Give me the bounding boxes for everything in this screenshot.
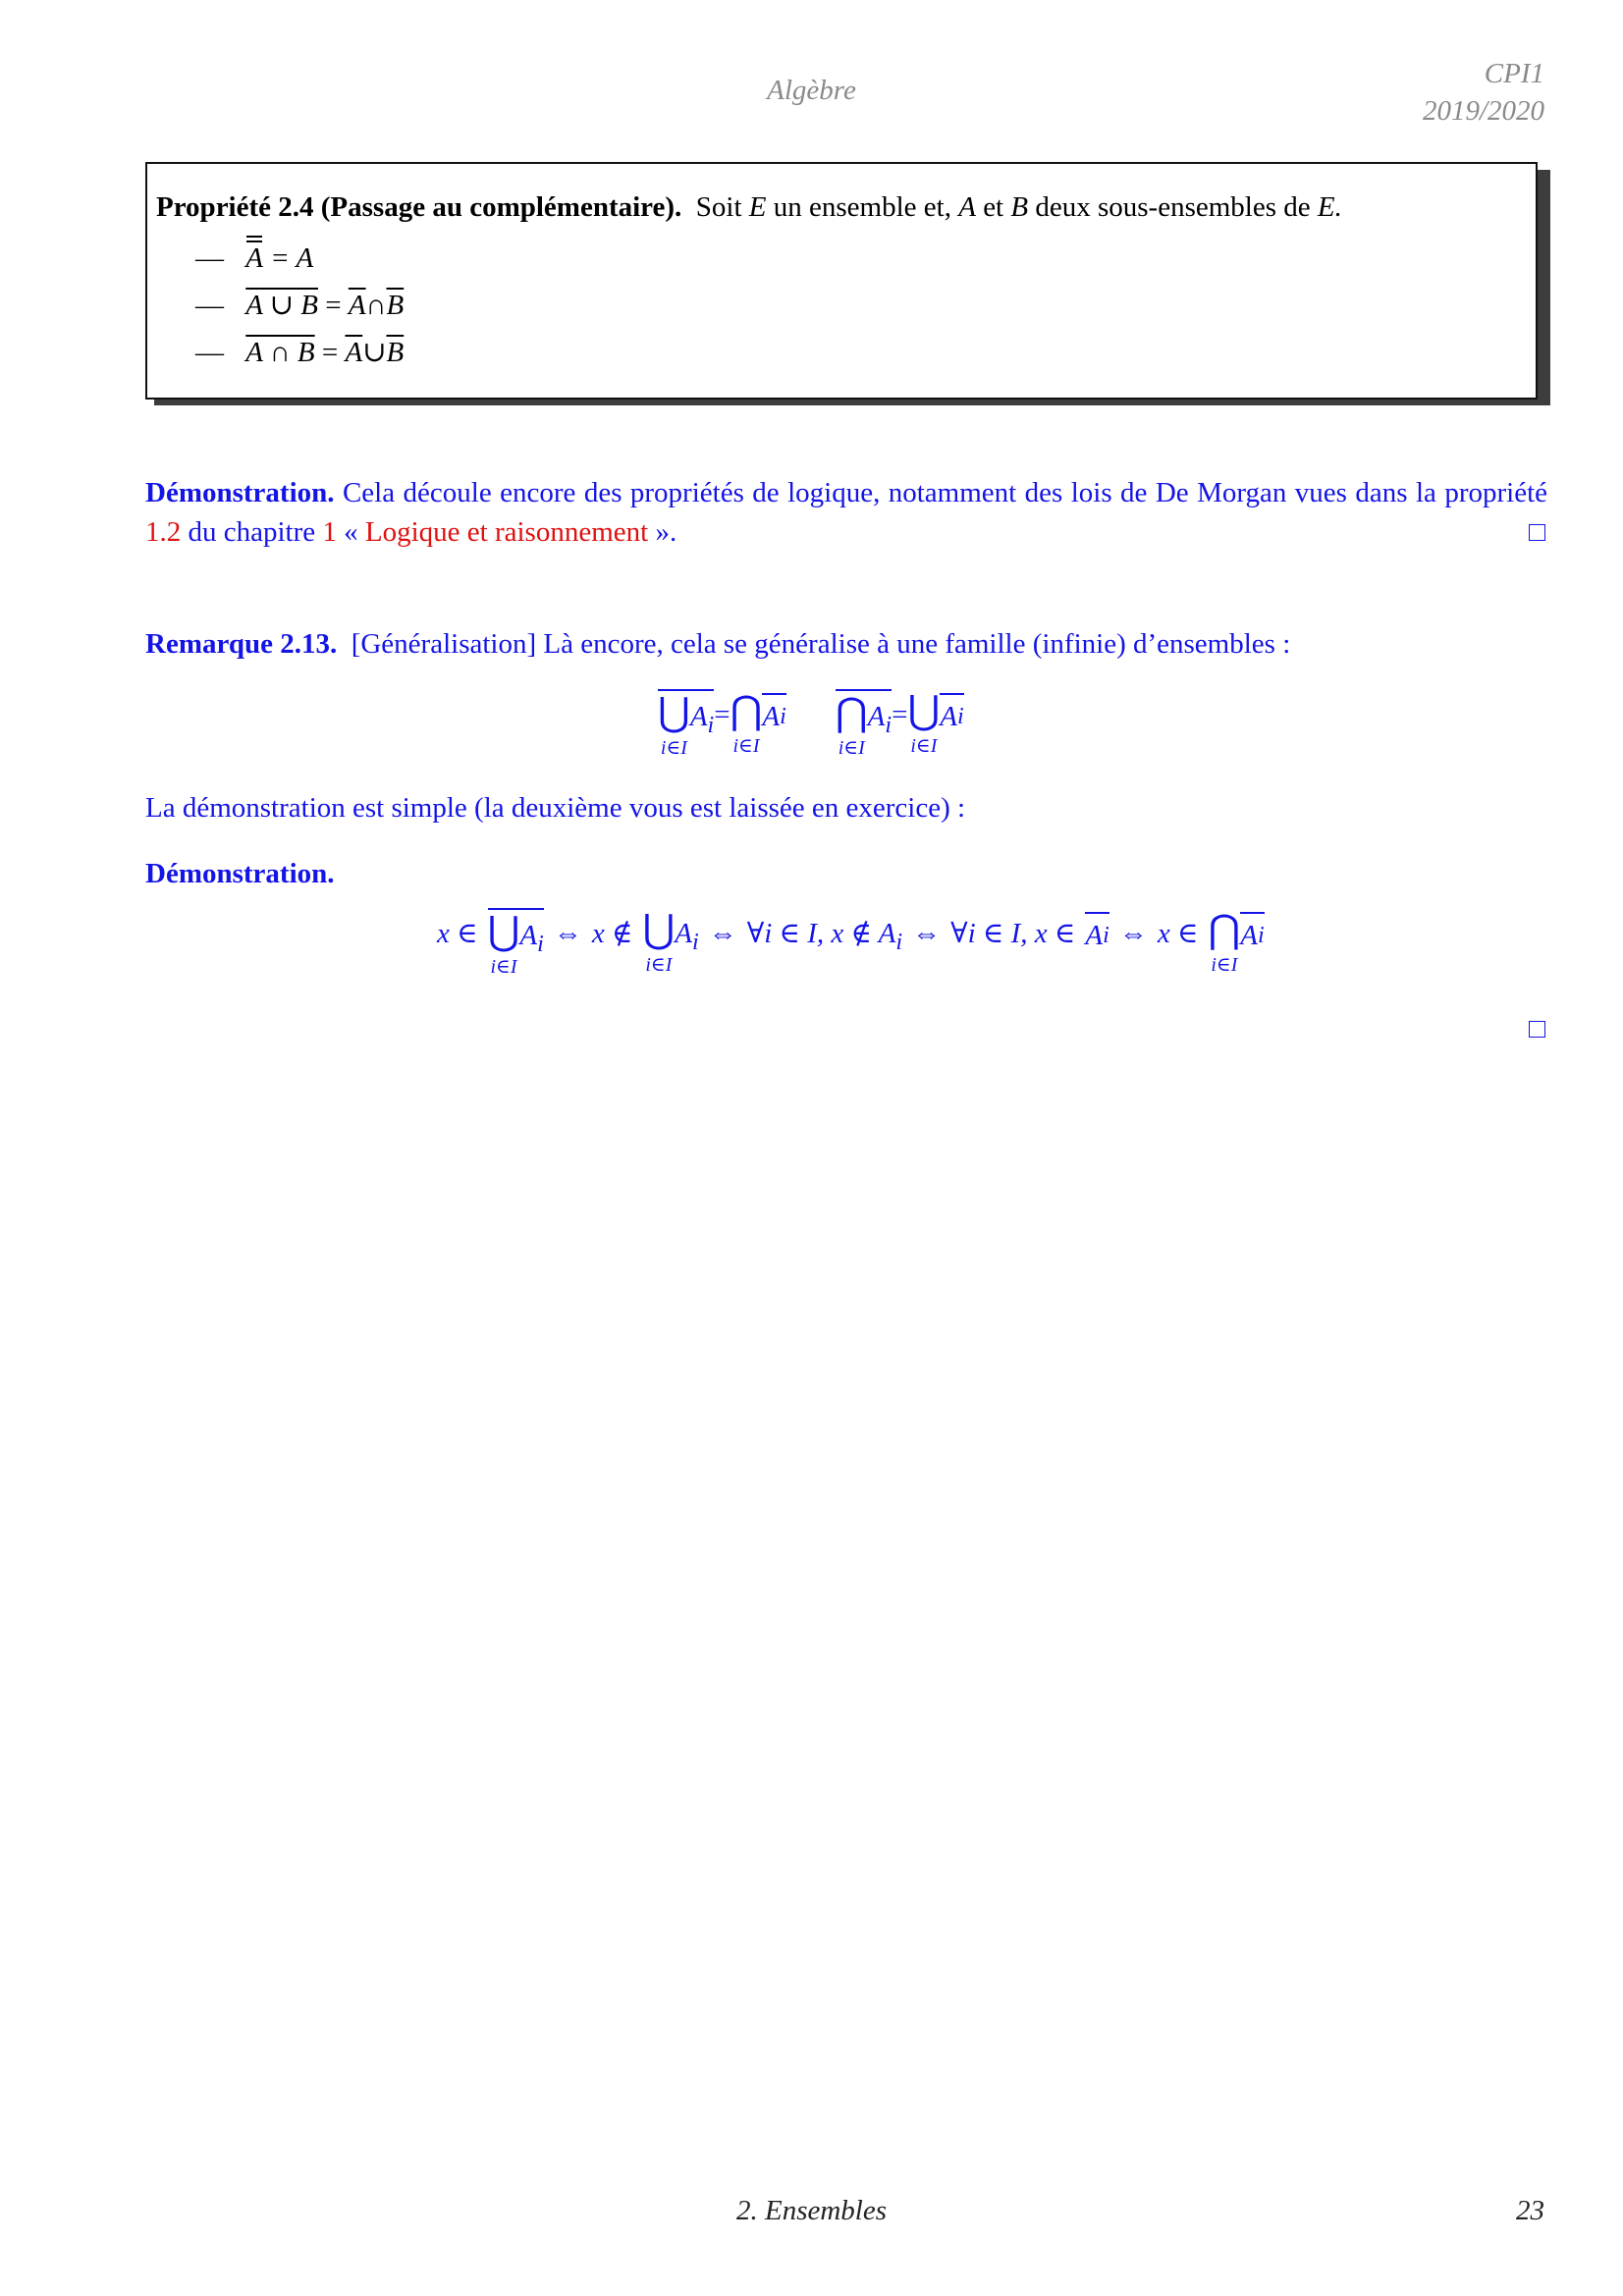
math-var: B <box>1010 191 1029 223</box>
demonstration-title: Démonstration. <box>145 858 335 889</box>
iff-symbol: ⇔ <box>708 918 737 949</box>
dash: — <box>195 337 224 368</box>
math-var: E. <box>1317 191 1342 223</box>
property-box <box>145 162 1538 400</box>
union-operator: ⋃ i∈I <box>658 690 690 759</box>
demonstration-2 <box>145 854 335 893</box>
list-item <box>156 329 1536 376</box>
demonstration-title: Démonstration. <box>145 477 335 508</box>
header-info <box>1423 55 1544 130</box>
math-expr: $\overline{B}$ <box>386 290 405 321</box>
math-var: E <box>748 191 767 223</box>
header-year: 2019/2020 <box>1422 95 1544 127</box>
math-expr: A ∩ B <box>245 337 315 368</box>
qed-square-icon <box>1529 524 1545 541</box>
union-operator: ⋃ i∈I <box>642 907 676 976</box>
intersection-operator: ⋂ i∈I <box>730 688 763 757</box>
chapter-title-link[interactable]: Logique et raisonnement <box>364 516 649 548</box>
proof-formula: x ∈ ⋃ i∈I $A_i$ ⇔ x ∉ ⋃ i∈I $A_i$ ⇔ ∀i ∈ I, x ∉ $A_i$ ⇔ ∀i ∈ I, x ∈ A i ⇔ x ∈ ⋂ i∈I A i <box>437 907 1265 978</box>
remark-text: [Généralisation] Là encore, cela se généralise à une famille (infinie) d’ensembles : <box>351 628 1291 660</box>
intersection-operator: ⋂ i∈I <box>1208 907 1241 976</box>
quote-mark: « <box>344 516 358 548</box>
quote-mark: ». <box>655 516 677 548</box>
intersection-operator: ⋂ i∈I <box>835 690 868 759</box>
dash: — <box>195 242 224 274</box>
header-subject: Algèbre <box>767 75 856 106</box>
remark <box>145 624 1547 664</box>
equals-sign: = <box>892 699 908 730</box>
footer-chapter: 2. Ensembles <box>735 2195 888 2226</box>
property-text: et <box>983 191 1004 223</box>
remark-followup: La démonstration est simple (la deuxième vous est laissée en exercice) : <box>145 792 966 824</box>
dash: — <box>195 290 224 321</box>
iff-symbol: ⇔ <box>1118 918 1148 949</box>
iff-symbol: ⇔ <box>912 918 942 949</box>
math-expr: $\overline{A}$ <box>348 290 366 321</box>
math-expr: A <box>245 235 263 282</box>
list-item <box>156 282 1536 329</box>
remark-title: Remarque 2.13. <box>145 628 338 660</box>
union-operator: ⋃ i∈I <box>487 909 520 978</box>
math-expr: = <box>321 337 339 368</box>
list-item <box>156 235 1536 282</box>
generalized-de-morgan-formula: ⋃ i∈I $A_i$ = ⋂ i∈I A i ⋂ i∈I $A_i$ = ⋃ i∈I A i <box>658 688 964 759</box>
property-link[interactable]: 1.2 <box>145 516 182 548</box>
complement-overline: ⋂ i∈I $A_i$ <box>835 690 893 759</box>
complement-overline: ⋃ i∈I $A_i$ <box>487 909 544 978</box>
demonstration-text: du chapitre <box>188 516 316 548</box>
property-title: Propriété 2.4 (Passage au complémentaire). <box>156 191 682 223</box>
demonstration-1 <box>145 473 1547 552</box>
property-text: un ensemble et, <box>773 191 951 223</box>
union-operator: ⋃ i∈I <box>907 688 941 757</box>
math-expr: = A <box>270 242 314 274</box>
chapter-link[interactable]: 1 <box>322 516 337 548</box>
property-text: deux sous-ensembles de <box>1035 191 1311 223</box>
equals-sign: = <box>714 699 730 730</box>
math-expr: ∩ <box>365 290 387 321</box>
header-class: CPI1 <box>1484 58 1544 89</box>
math-expr: A ∪ B <box>245 290 318 321</box>
math-expr: $\overline{B}$ <box>386 337 405 368</box>
math-var: A <box>958 191 976 223</box>
property-list <box>156 235 1536 376</box>
iff-symbol: ⇔ <box>553 918 582 949</box>
complement-overline: ⋃ i∈I $A_i$ <box>658 690 715 759</box>
demonstration-text: Cela découle encore des propriétés de logique, notamment des lois de De Morgan vues dans la propriété <box>342 477 1548 508</box>
qed-square-icon <box>1529 1021 1545 1038</box>
property-statement <box>156 189 1536 225</box>
math-expr: = <box>325 290 342 321</box>
math-expr: $\overline{A}$ <box>345 337 363 368</box>
page-number: 23 <box>1516 2195 1544 2226</box>
property-text: Soit <box>695 191 742 223</box>
math-expr: ∪ <box>362 337 387 368</box>
